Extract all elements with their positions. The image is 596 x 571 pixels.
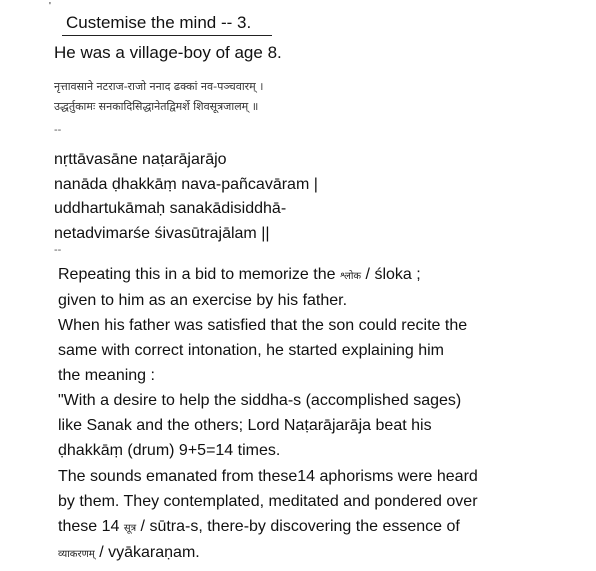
separator: -- bbox=[54, 124, 62, 136]
stray-mark: ' bbox=[49, 1, 51, 12]
transliteration-line-1: nṛttāvasāne naṭarājarājo bbox=[54, 151, 227, 168]
body-line-6: "With a desire to help the siddha-s (accomplished sages) bbox=[58, 392, 462, 409]
body-line-5: the meaning : bbox=[58, 367, 155, 384]
transliteration-line-3: uddhartukāmaḥ sanakādisiddhā- bbox=[54, 200, 287, 217]
devanagari-term: सूत्र bbox=[123, 523, 137, 534]
intro-line: He was a village-boy of age 8. bbox=[54, 43, 282, 62]
body-line-3: When his father was satisfied that the son could recite the bbox=[58, 317, 468, 334]
body-text: / śloka ; bbox=[361, 266, 421, 283]
sanskrit-verse-line-1: नृत्तावसाने नटराज-राजो ननाद ढक्कां नव-पञ्चवारम् । bbox=[54, 80, 264, 93]
body-text: Repeating this in a bid to memorize the bbox=[58, 266, 340, 283]
page-title: Custemise the mind -- 3. bbox=[66, 13, 252, 32]
body-text: / vyākaraṇam. bbox=[94, 544, 200, 561]
body-line-1 bbox=[58, 265, 421, 287]
body-line-11 bbox=[58, 517, 460, 539]
sanskrit-verse-line-2: उद्धर्तुकामः सनकादिसिद्धानेतद्विमर्शे शिवसूत्रजालम् ॥ bbox=[54, 100, 259, 113]
body-line-8: ḍhakkāṃ (drum) 9+5=14 times. bbox=[58, 442, 281, 459]
devanagari-term: व्याकरणम् bbox=[58, 549, 95, 560]
body-line-10: by them. They contemplated, meditated and pondered over bbox=[58, 493, 478, 510]
body-line-4: same with correct intonation, he started explaining him bbox=[58, 342, 444, 359]
title-block bbox=[66, 13, 251, 33]
separator: -- bbox=[54, 244, 62, 256]
body-text: / sūtra-s, there-by discovering the essence of bbox=[136, 518, 460, 535]
body-line-9: The sounds emanated from these14 aphorisms were heard bbox=[58, 468, 478, 485]
body-line-7: like Sanak and the others; Lord Naṭarājarāja beat his bbox=[58, 417, 432, 434]
body-line-12 bbox=[58, 543, 200, 565]
body-line-2: given to him as an exercise by his father. bbox=[58, 292, 348, 309]
transliteration-line-4: netadvimarśe śivasūtrajālam || bbox=[54, 225, 270, 242]
title-underline bbox=[62, 35, 272, 36]
devanagari-term: श्लोक bbox=[339, 271, 362, 282]
transliteration-line-2: nanāda ḍhakkāṃ nava-pañcavāram | bbox=[54, 176, 318, 193]
body-text: these 14 bbox=[58, 518, 124, 535]
